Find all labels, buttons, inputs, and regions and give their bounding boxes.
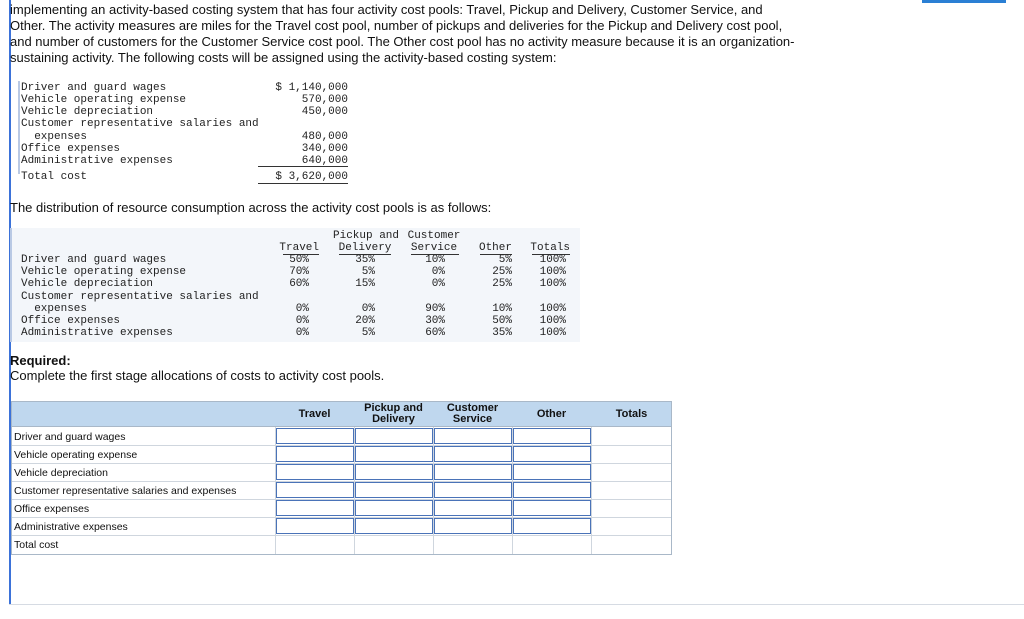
dist-cell-travel: 50% xyxy=(289,254,309,266)
dist-cell-travel: 60% xyxy=(289,278,309,290)
dist-cell-travel: 70% xyxy=(289,266,309,278)
dist-row-label: Vehicle depreciation xyxy=(21,278,154,290)
cost-row-value: 570,000 xyxy=(301,94,348,106)
dist-cell-travel: 0% xyxy=(295,327,309,339)
cost-row-label: expenses xyxy=(21,131,88,143)
cost-row xyxy=(18,94,358,106)
dist-cell-pickup: 5% xyxy=(361,266,375,278)
dist-cell-pickup: 0% xyxy=(361,303,375,315)
answer-table xyxy=(11,401,672,555)
input-driver-pickup[interactable] xyxy=(355,428,433,444)
cost-row-value: 480,000 xyxy=(301,131,348,143)
dist-cell-customer: 0% xyxy=(431,266,445,278)
answer-header-customer: Customer Service xyxy=(446,402,499,425)
answer-header-pickup: Pickup and Delivery xyxy=(364,402,423,425)
dist-row-label: Driver and guard wages xyxy=(21,254,167,266)
dist-header-customer-1: Customer xyxy=(407,230,461,242)
cost-row xyxy=(18,143,358,155)
answer-row-label: Office expenses xyxy=(14,503,90,515)
input-admin-travel[interactable] xyxy=(276,518,354,534)
input-admin-pickup[interactable] xyxy=(355,518,433,534)
cost-row xyxy=(18,82,358,94)
cost-row-label: Vehicle depreciation xyxy=(21,106,154,118)
dist-cell-totals: 100% xyxy=(539,327,566,339)
dist-cell-customer: 60% xyxy=(425,327,445,339)
input-office-customer[interactable] xyxy=(434,500,512,516)
answer-header-totals: Totals xyxy=(615,407,648,420)
input-vehicle-op-customer[interactable] xyxy=(434,446,512,462)
dist-row-label: expenses xyxy=(21,303,88,315)
dist-cell-totals: 100% xyxy=(539,315,566,327)
input-driver-travel[interactable] xyxy=(276,428,354,444)
dist-cell-other: 25% xyxy=(492,278,512,290)
dist-cell-totals: 100% xyxy=(539,266,566,278)
answer-row-label: Vehicle depreciation xyxy=(14,467,108,479)
cost-total-row xyxy=(18,171,358,183)
required-text: Complete the first stage allocations of costs to activity cost pools. xyxy=(10,368,385,383)
input-depreciation-pickup[interactable] xyxy=(355,464,433,480)
input-custrep-pickup[interactable] xyxy=(355,482,433,498)
dist-cell-pickup: 20% xyxy=(355,315,375,327)
cost-row xyxy=(18,131,358,143)
dist-cell-customer: 30% xyxy=(425,315,445,327)
cost-row-label: Customer representative salaries and xyxy=(21,118,259,130)
dist-cell-other: 5% xyxy=(498,254,512,266)
dist-header-totals: Totals xyxy=(530,242,570,254)
distribution-table-accent xyxy=(10,228,12,342)
input-vehicle-op-pickup[interactable] xyxy=(355,446,433,462)
input-vehicle-op-travel[interactable] xyxy=(276,446,354,462)
input-office-other[interactable] xyxy=(513,500,591,516)
cost-row-label: Driver and guard wages xyxy=(21,82,167,94)
required-label: Required: xyxy=(10,353,71,368)
cost-row xyxy=(18,118,358,130)
dist-cell-totals: 100% xyxy=(539,303,566,315)
answer-header-other: Other xyxy=(536,407,567,420)
total-underline xyxy=(258,183,348,184)
input-admin-other[interactable] xyxy=(513,518,591,534)
dist-cell-totals: 100% xyxy=(539,254,566,266)
dist-cell-travel: 0% xyxy=(295,315,309,327)
dist-cell-customer: 10% xyxy=(425,254,445,266)
input-custrep-other[interactable] xyxy=(513,482,591,498)
dist-header-other: Other xyxy=(478,242,512,254)
dist-cell-pickup: 35% xyxy=(355,254,375,266)
bottom-divider xyxy=(9,604,1024,605)
input-depreciation-travel[interactable] xyxy=(276,464,354,480)
cost-row-value: 450,000 xyxy=(301,106,348,118)
input-vehicle-op-other[interactable] xyxy=(513,446,591,462)
cost-total-value: $ 3,620,000 xyxy=(275,171,348,183)
distribution-table xyxy=(10,228,580,342)
dist-row-label: Customer representative salaries and xyxy=(21,291,259,303)
input-depreciation-customer[interactable] xyxy=(434,464,512,480)
dist-cell-other: 25% xyxy=(492,266,512,278)
problem-intro: implementing an activity-based costing system that has four activity cost pools: Travel, Pickup and Delivery, Customer Service, and Other. The activity measures are miles for the Travel cost pool, number of pickups and deliveries for the Pickup and Delivery cost pool, and number of customers for the Customer Service cost pool. The Other cost pool has no activity measure because it is an organization-sustaining activity. The following costs will be assigned using the activity-based costing system: xyxy=(10,2,795,65)
dist-row-label: Vehicle operating expense xyxy=(21,266,187,278)
dist-cell-totals: 100% xyxy=(539,278,566,290)
answer-row-label: Vehicle operating expense xyxy=(14,449,138,461)
input-driver-other[interactable] xyxy=(513,428,591,444)
answer-total-label: Total cost xyxy=(14,539,59,551)
input-custrep-customer[interactable] xyxy=(434,482,512,498)
top-accent-bar xyxy=(922,0,1006,3)
input-office-pickup[interactable] xyxy=(355,500,433,516)
cost-row xyxy=(18,106,358,118)
input-custrep-travel[interactable] xyxy=(276,482,354,498)
row-divider xyxy=(11,535,672,536)
cost-row-value: $ 1,140,000 xyxy=(275,82,348,94)
cost-row-value: 640,000 xyxy=(301,155,348,167)
cost-total-label: Total cost xyxy=(21,171,88,183)
dist-header-travel: Travel xyxy=(279,242,319,254)
answer-header-travel: Travel xyxy=(298,407,331,420)
dist-cell-travel: 0% xyxy=(295,303,309,315)
dist-header-customer-2: Service xyxy=(410,242,458,254)
dist-row-label: Office expenses xyxy=(21,315,121,327)
dist-row-label: Administrative expenses xyxy=(21,327,173,339)
dist-cell-other: 35% xyxy=(492,327,512,339)
input-driver-customer[interactable] xyxy=(434,428,512,444)
cost-row-label: Office expenses xyxy=(21,143,121,155)
dist-cell-customer: 0% xyxy=(431,278,445,290)
answer-row-label: Customer representative salaries and expenses xyxy=(14,485,237,497)
answer-row-label: Driver and guard wages xyxy=(14,431,126,443)
distribution-title: The distribution of resource consumption across the activity cost pools is as follows: xyxy=(10,200,492,215)
dist-header-pickup-2: Delivery xyxy=(338,242,392,254)
dist-cell-pickup: 5% xyxy=(361,327,375,339)
dist-header-pickup-1: Pickup and xyxy=(333,230,400,242)
subtotal-underline xyxy=(258,166,348,167)
dist-cell-pickup: 15% xyxy=(355,278,375,290)
dist-cell-other: 50% xyxy=(492,315,512,327)
input-office-travel[interactable] xyxy=(276,500,354,516)
cost-row-label: Administrative expenses xyxy=(21,155,173,167)
dist-cell-customer: 90% xyxy=(425,303,445,315)
dist-cell-other: 10% xyxy=(492,303,512,315)
input-depreciation-other[interactable] xyxy=(513,464,591,480)
input-admin-customer[interactable] xyxy=(434,518,512,534)
answer-row-label: Administrative expenses xyxy=(14,521,128,533)
cost-row-value: 340,000 xyxy=(301,143,348,155)
cost-row-label: Vehicle operating expense xyxy=(21,94,187,106)
